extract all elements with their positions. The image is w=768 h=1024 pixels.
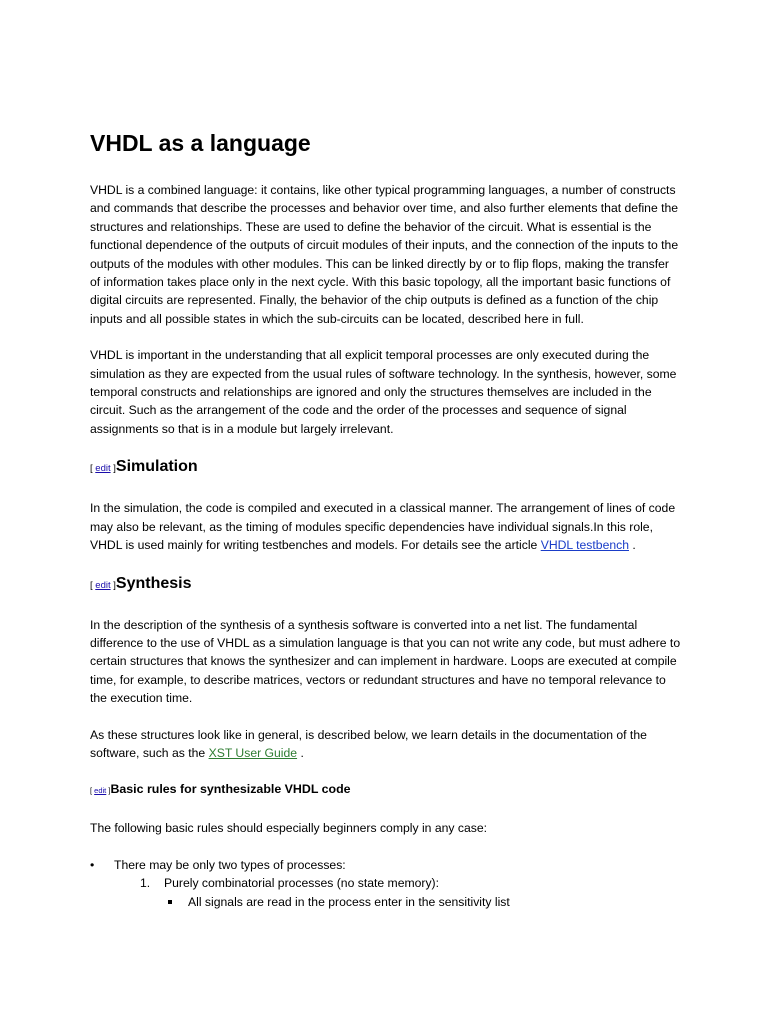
xst-user-guide-link[interactable]: XST User Guide [208,745,298,760]
simulation-heading-text: Simulation [115,458,198,476]
section-heading-synthesis [90,573,682,597]
combinatorial-rule-1-text: All signals are read in the process enter in the sensitivity list [188,894,510,909]
intro-paragraph-1: VHDL is a combined language: it contains, like other typical programming languages, a number of constructs and commands that describe the processes and behavior over time, and also further elements that define the structures and relationships. These are used to define the behavior of the circuit. What is essential is the functional dependence of the outputs of circuit modules of their inputs, and the connection of the inputs to the outputs of the modules with other modules. This can be linked directly by or to flip flops, making the transfer of information takes place only in the next cycle. With this basic topology, all the important basic functions of digital circuits are represented. Finally, the behavior of the chip outputs is defined as a function of the chip inputs and all possible states in which the sub-circuits can be located, described here in full. [90,183,679,326]
list-item [164,893,682,911]
intro-paragraph-2: VHDL is important in the understanding that all explicit temporal processes are only executed during the simulation as they are expected from the usual rules of software technology. In the synthesis, however, some temporal constructs and relationships are ignored and only the structures themselves are included in the circuit. Such as the arrangement of the code and the order of the processes and sequence of signal assignments so that is in a module but largely irrelevant. [90,348,677,436]
edit-section-simulation: [ edit ] [90,463,116,475]
edit-section-synthesis: [ edit ] [90,579,116,591]
basic-rules-heading-text: Basic rules for synthesizable VHDL code [110,782,351,797]
section-heading-basic-rules [90,780,682,800]
list-item [140,874,682,911]
synthesis-paragraph-2: As these structures look like in general, is described below, we learn details in the documentation of the software, such as the XST User Guide . [90,727,647,760]
process-types-list [114,874,682,911]
vhdl-testbench-link[interactable]: VHDL testbench [540,538,629,553]
combinatorial-rules-list [164,893,682,911]
process-type-1-text: Purely combinatorial processes (no state memory): [164,876,439,891]
rules-intro-paragraph: The following basic rules should especially beginners comply in any case: [90,821,487,836]
document-content [90,128,682,911]
list-number: 1. [140,876,151,891]
edit-link-simulation[interactable]: edit [95,463,111,475]
simulation-paragraph: In the simulation, the code is compiled and executed in a classical manner. The arrangement of lines of code may also be relevant, as the timing of modules specific dependencies have individual signals.In this role, VHDL is used mainly for writing testbenches and models. For details see the article VHDL testbench . [90,501,676,553]
synthesis-paragraph-1: In the description of the synthesis of a synthesis software is converted into a net list. The fundamental difference to the use of VHDL as a simulation language is that you can not write any code, but must adhere to certain structures that knows the synthesizer and can implement in hardware. Loops are executed at compile time, for example, to describe matrices, vectors or redundant structures and have no temporal relevance to the execution time. [90,617,681,706]
rule-bullet-1-text: There may be only two types of processes: [114,857,346,872]
edit-section-basic-rules: [ edit ] [90,786,111,796]
page-title: VHDL as a language [90,130,311,156]
synthesis-heading-text: Synthesis [115,574,192,592]
edit-link-synthesis[interactable]: edit [95,579,111,591]
rules-list [90,856,682,911]
list-item [90,856,682,911]
section-heading-simulation [90,456,682,480]
edit-link-basic-rules[interactable]: edit [94,786,107,796]
